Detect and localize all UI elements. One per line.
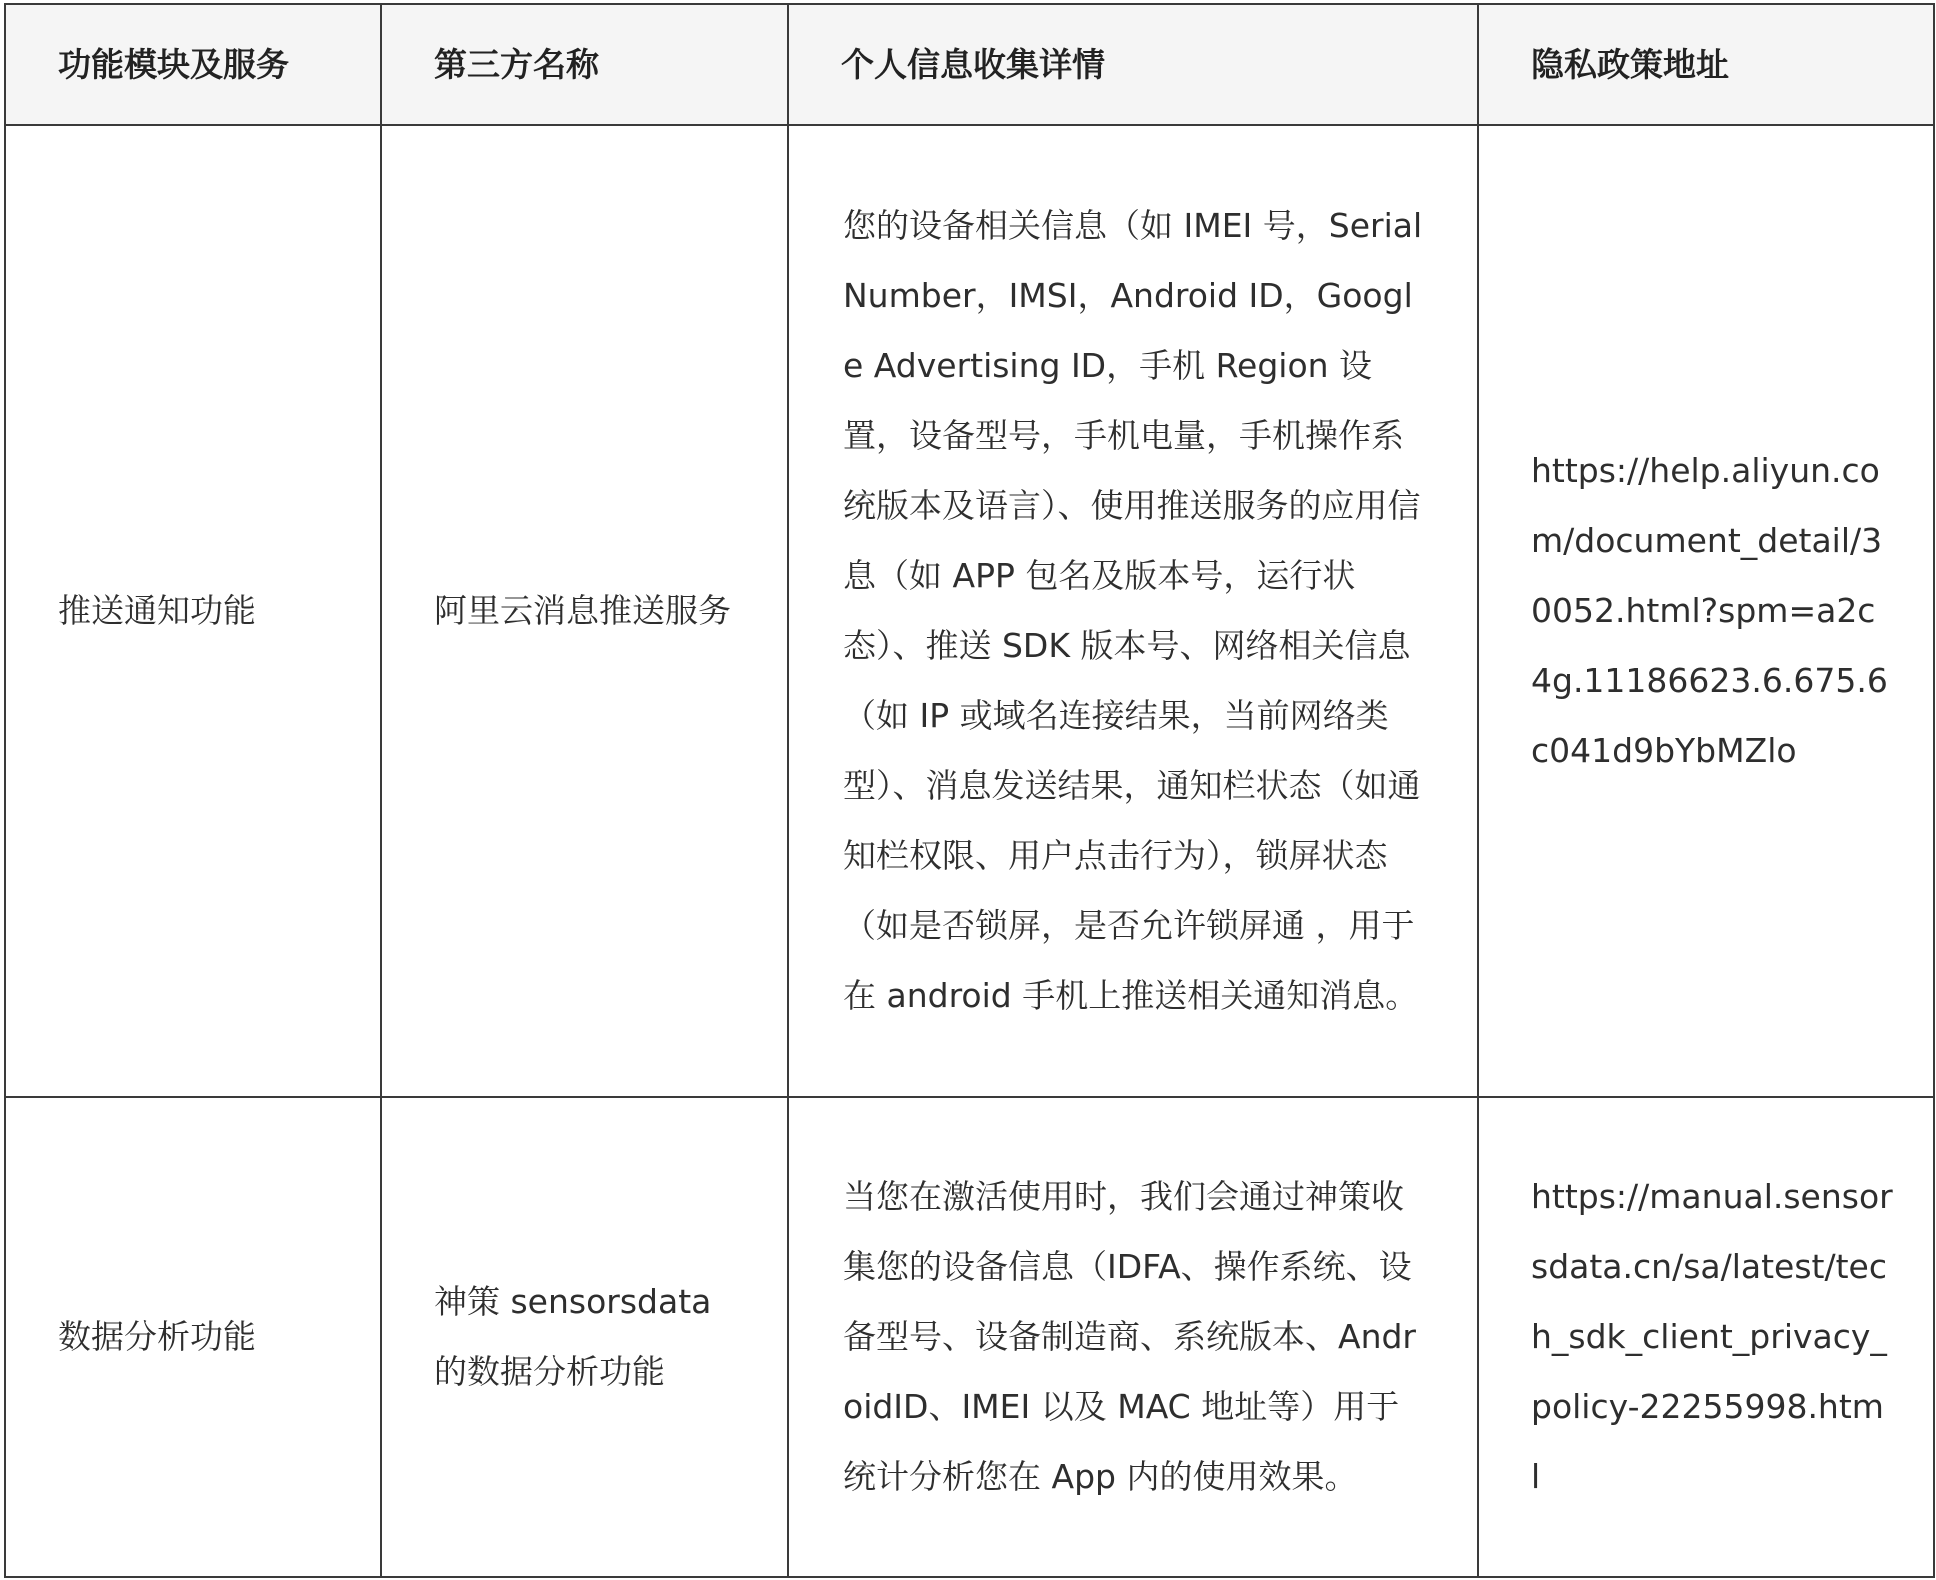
cell-details: [788, 1097, 1478, 1577]
third-party-text: 神策 sensorsdata 的数据分析功能: [434, 1282, 712, 1391]
cell-policy-url: [1478, 125, 1934, 1097]
cell-module: [5, 1097, 381, 1577]
header-details: 个人信息收集详情: [788, 4, 1478, 125]
module-text: 推送通知功能: [58, 591, 256, 630]
cell-third-party: [381, 1097, 788, 1577]
header-policy-url: 隐私政策地址: [1478, 4, 1934, 125]
table-body: [5, 125, 1934, 1577]
header-third-party: 第三方名称: [381, 4, 788, 125]
details-text: 当您在激活使用时，我们会通过神策收集您的设备信息（IDFA、操作系统、设备型号、设备制造商、系统版本、AndroidID、IMEI 以及 MAC 地址等）用于统计分析您在 App 内的使用效果。: [843, 1177, 1417, 1496]
cell-details: [788, 125, 1478, 1097]
table-row: [5, 125, 1934, 1097]
policy-url-text: https://help.aliyun.com/document_detail/30052.html?spm=a2c4g.11186623.6.675.6c041d9bYbMZlo: [1531, 451, 1888, 770]
third-party-sdk-table: [4, 3, 1935, 1578]
table-row: [5, 1097, 1934, 1577]
policy-url-text: https://manual.sensorsdata.cn/sa/latest/tech_sdk_client_privacy_policy-22255998.html: [1531, 1177, 1893, 1496]
cell-third-party: [381, 125, 788, 1097]
cell-policy-url: [1478, 1097, 1934, 1577]
details-text: 您的设备相关信息（如 IMEI 号，Serial Number，IMSI，Android ID，Google Advertising ID，手机 Region 设置，设备型号，手机电量，手机操作系统版本及语言）、使用推送服务的应用信息（如 APP 包名及版本号，运行状态）、推送 SDK 版本号、网络相关信息（如 IP 或域名连接结果，当前网络类型）、消息发送结果，通知栏状态（如通知栏权限、用户点击行为），锁屏状态（如是否锁屏，是否允许锁屏通 ，用于在 android 手机上推送相关通知消息。: [843, 206, 1423, 1015]
third-party-text: 阿里云消息推送服务: [434, 591, 731, 630]
header-module: 功能模块及服务: [5, 4, 381, 125]
module-text: 数据分析功能: [58, 1317, 256, 1356]
table-header: [5, 4, 1934, 125]
header-row: [5, 4, 1934, 125]
cell-module: [5, 125, 381, 1097]
